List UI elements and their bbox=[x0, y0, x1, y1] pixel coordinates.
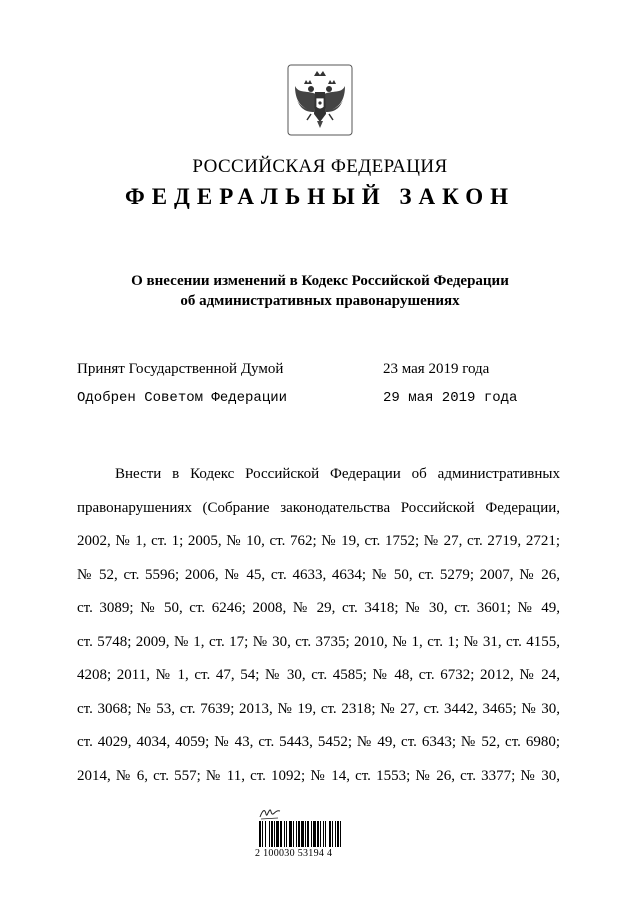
body-line: ст. 3068; № 53, ст. 7639; 2013, № 19, ст. 2318; № 27, ст. 3442, 3465; № 30, bbox=[77, 700, 560, 717]
barcode-number: 2 100030 53194 4 bbox=[255, 848, 333, 859]
council-approval-date: 29 мая 2019 года bbox=[383, 390, 518, 406]
law-body-text bbox=[77, 458, 560, 793]
country-heading: РОССИЙСКАЯ ФЕДЕРАЦИЯ bbox=[192, 156, 448, 177]
body-line: 2002, № 1, ст. 1; 2005, № 10, ст. 762; № 19, ст. 1752; № 27, ст. 2719, 2721; bbox=[77, 533, 560, 549]
body-line: 2014, № 6, ст. 557; № 11, ст. 1092; № 14, ст. 1553; № 26, ст. 3377; № 30, bbox=[77, 767, 560, 784]
document-type-heading: ФЕДЕРАЛЬНЫЙ ЗАКОН bbox=[124, 184, 516, 209]
law-title-line-2: об административных правонарушениях bbox=[180, 293, 460, 309]
body-line: ст. 3089; № 50, ст. 6246; 2008, № 29, ст. 3418; № 30, ст. 3601; № 49, bbox=[77, 600, 560, 616]
council-approval-label: Одобрен Советом Федерации bbox=[77, 390, 288, 406]
body-line: 4208; 2011, № 1, ст. 47, 54; № 30, ст. 4585; № 48, ст. 6732; 2012, № 24, bbox=[77, 667, 560, 683]
body-line: правонарушениях (Собрание законодательства Российской Федерации, bbox=[77, 499, 560, 516]
duma-adoption-date: 23 мая 2019 года bbox=[383, 361, 490, 377]
law-title bbox=[0, 271, 640, 311]
signature-icon bbox=[258, 805, 282, 821]
body-line: Внести в Кодекс Российской Федерации об административных bbox=[115, 466, 560, 482]
coat-of-arms-icon bbox=[287, 64, 353, 136]
duma-adoption-label: Принят Государственной Думой bbox=[77, 361, 284, 377]
body-line: № 52, ст. 5596; 2006, № 45, ст. 4633, 4634; № 50, ст. 5279; 2007, № 26, bbox=[77, 566, 560, 583]
law-title-line-1: О внесении изменений в Кодекс Российской Федерации bbox=[131, 273, 509, 289]
body-line: ст. 5748; 2009, № 1, ст. 17; № 30, ст. 3735; 2010, № 1, ст. 1; № 31, ст. 4155, bbox=[77, 633, 560, 650]
barcode-icon bbox=[258, 821, 380, 847]
body-line: ст. 4029, 4034, 4059; № 43, ст. 5443, 5452; № 49, ст. 6343; № 52, ст. 6980; bbox=[77, 734, 560, 750]
